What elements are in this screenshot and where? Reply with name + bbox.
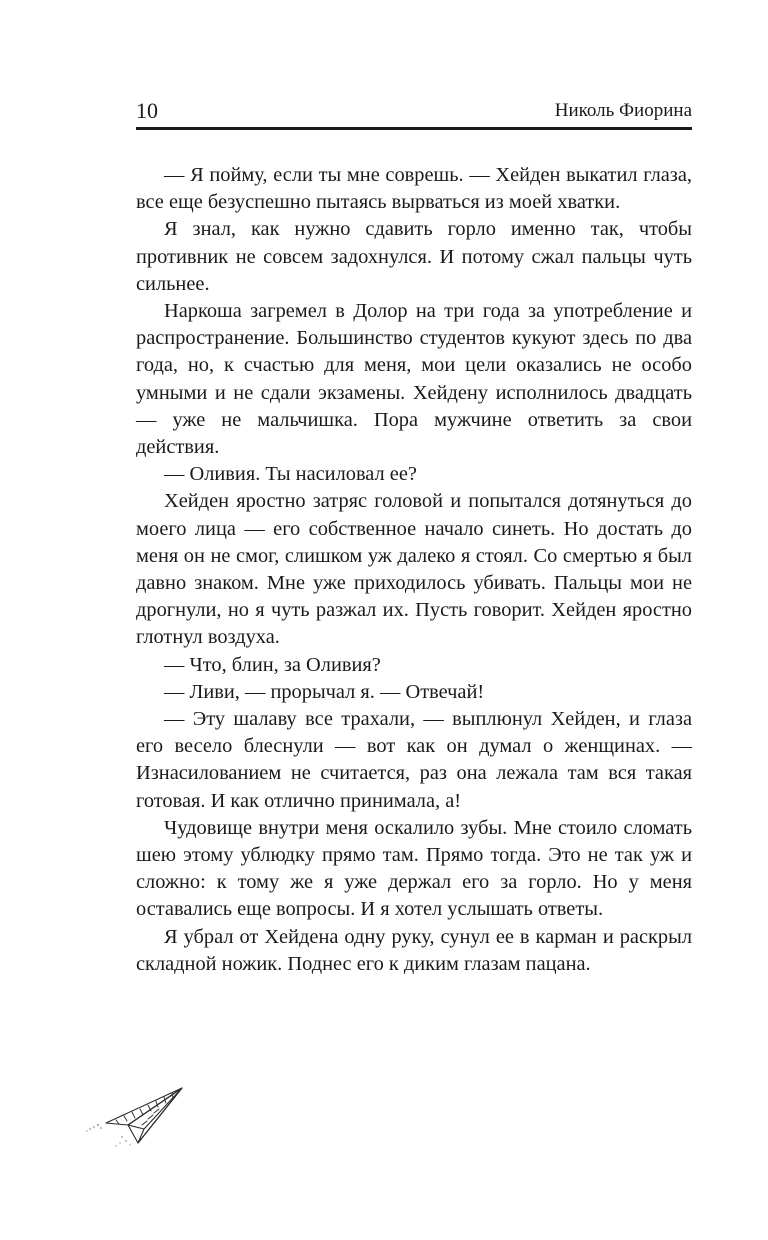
paragraph: — Что, блин, за Оливия? (164, 653, 381, 676)
body-text (136, 162, 692, 978)
page-number: 10 (136, 98, 158, 123)
paragraph: — Эту шалаву все трахали, — выплюнул Хейден, и глаза его весело блеснули — вот как он думал о женщинах. — Изнасилованием не считается, раз она лежала там вся такая готовая. И как отлично принимала, а! (136, 708, 692, 812)
paper-airplane-icon (86, 1085, 196, 1155)
paragraph: Я знал, как нужно сдавить горло именно так, чтобы противник не совсем задохнулся. И потому сжал пальцы чуть сильнее. (136, 218, 692, 295)
paragraph: Я убрал от Хейдена одну руку, сунул ее в карман и раскрыл складной ножик. Поднес его к диким глазам пацана. (136, 925, 692, 975)
paragraph: — Ливи, — прорычал я. — Отвечай! (164, 680, 485, 703)
paragraph: Наркоша загремел в Долор на три года за употребление и распространение. Большинство студентов кукуют здесь по два года, но, к счастью для меня, мои цели оказались не особо умными и не сдали экзамены. Хейдену исполнилось двадцать — уже не мальчишка. Пора мужчине ответить за свои действия. (136, 300, 692, 459)
paragraph: Чудовище внутри меня оскалило зубы. Мне стоило сломать шею этому ублюдку прямо там. Прямо тогда. Это не так уж и сложно: к тому же я уже держал его за горло. Но у меня оставались еще вопросы. И я хотел услышать ответы. (136, 816, 692, 921)
header-rule (136, 127, 692, 130)
paragraph: — Оливия. Ты насиловал ее? (164, 463, 417, 486)
paragraph: — Я пойму, если ты мне соврешь. — Хейден выкатил глаза, все еще безуспешно пытаясь вырваться из моей хватки. (136, 164, 692, 214)
running-head-author: Николь Фиорина (554, 100, 692, 121)
page-header (136, 98, 692, 124)
paragraph: Хейден яростно затряс головой и попытался дотянуться до моего лица — его собственное начало синеть. Но достать до меня он не смог, слишком уж далеко я стоял. Со смертью я был давно знаком. Мне уже приходилось убивать. Пальцы мои не дрогнули, но я чуть разжал их. Пусть говорит. Хейден яростно глотнул воздуха. (136, 490, 692, 649)
